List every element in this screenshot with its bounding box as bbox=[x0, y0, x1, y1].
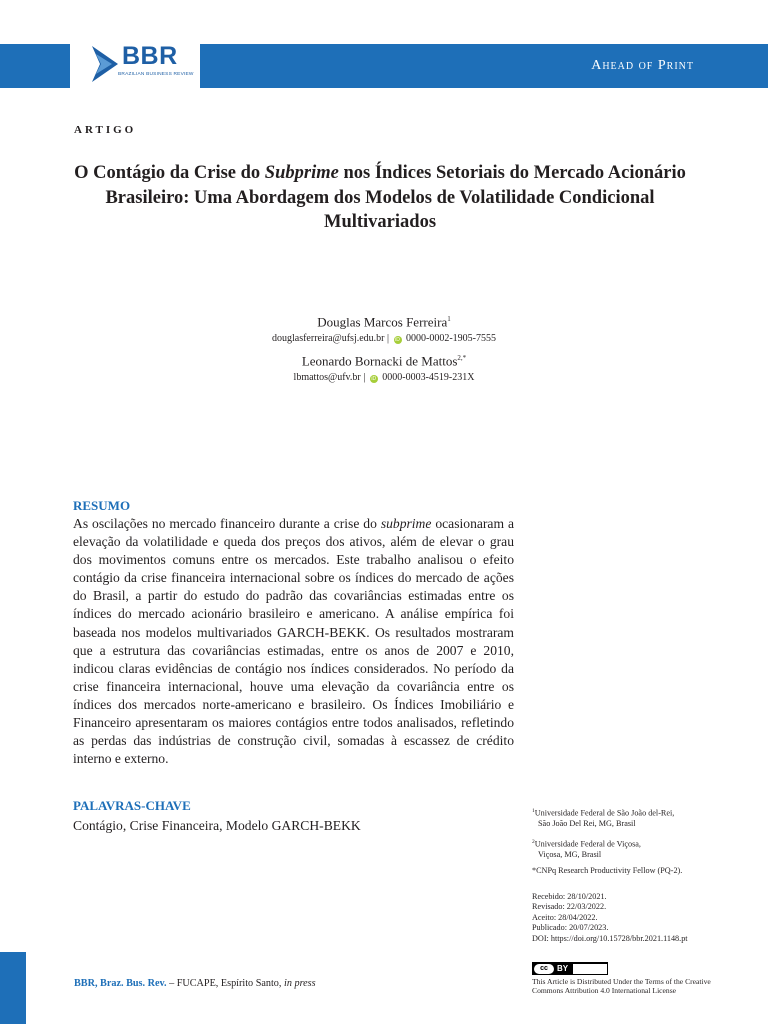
orcid-icon[interactable]: iD bbox=[395, 337, 400, 344]
author-block-2 bbox=[0, 350, 768, 385]
logo-subtitle: BRAZILIAN BUSINESS REVIEW bbox=[118, 72, 194, 77]
footer-journal: BBR, Braz. Bus. Rev. bbox=[74, 978, 167, 989]
author-name: Leonardo Bornacki de Mattos$^{2,*}$ bbox=[301, 353, 467, 369]
footer-citation: BBR, Braz. Bus. Rev. – FUCAPE, Espírito Santo, in press bbox=[74, 978, 316, 989]
abstract-heading: RESUMO bbox=[73, 498, 131, 513]
page-edge-tab bbox=[0, 952, 26, 1024]
affiliation-1: $^1$Universidade Federal de São João del-Rei, São João Del Rei, MG, Brasil bbox=[532, 808, 675, 829]
author-meta: douglasferreira@ufsj.edu.br | iD 0000-0002-1905-7555 bbox=[271, 333, 496, 345]
by-icon: BY bbox=[557, 964, 569, 973]
doi-link[interactable]: DOI: https://doi.org/10.15728/bbr.2021.1148.pt bbox=[532, 933, 688, 943]
article-type: ARTIGO bbox=[74, 124, 137, 136]
keywords-heading: PALAVRAS-CHAVE bbox=[73, 798, 191, 813]
orcid-icon[interactable]: iD bbox=[371, 376, 377, 383]
affiliation-2: $^2$Universidade Federal de Viçosa, Viçosa, MG, Brasil bbox=[532, 839, 641, 860]
author-meta: lbmattos@ufv.br | iD 0000-0003-4519-231X bbox=[293, 372, 475, 384]
author-email[interactable]: douglasferreira@ufsj.edu.br bbox=[271, 333, 385, 345]
publication-dates bbox=[532, 892, 688, 944]
journal-logo[interactable] bbox=[70, 38, 200, 90]
article-title bbox=[60, 161, 700, 235]
ahead-of-print-label: Ahead of Print bbox=[591, 58, 694, 73]
author-email[interactable]: lbmattos@ufv.br bbox=[293, 372, 361, 384]
cc-icon: cc bbox=[534, 964, 554, 974]
author-orcid[interactable]: 0000-0003-4519-231X bbox=[382, 372, 475, 384]
date-accepted: Aceito: 28/04/2022. bbox=[532, 912, 598, 922]
fellow-note: *CNPq Research Productivity Fellow (PQ-2). bbox=[532, 866, 683, 875]
abstract-text: As oscilações no mercado financeiro durante a crise do subprime ocasionaram a elevação da volatilidade e queda dos preços dos ativos, além de elevar o grau dos movimentos comuns entre os mercados. Este trabalho analisou o efeito contágio da crise financeira internacional sobre os índices do mercado de ações do Brasil, a partir do estudo do padrão das covariâncias estimadas entre os índices do mercado acionário brasileiro e americano. A análise empírica foi baseada nos modelos multivariados GARCH-BEKK. Os resultados mostraram que a estrutura das covariâncias estimadas, entre os anos de 2007 e 2010, indicou claras evidências de contágio nos índices considerados. No período da crise financeira internacional, houve uma elevação da covariância entre os índices dos mercados norte-americano e brasileiro. Os Índices Imobiliário e Financeiro apresentaram os maiores contágios entre todos analisados, refletindo as perdas das indústrias de construção civil, somadas à escassez de crédito interno e externo. bbox=[73, 516, 514, 767]
author-orcid[interactable]: 0000-0002-1905-7555 bbox=[406, 333, 496, 345]
logo-text: BBR bbox=[122, 42, 178, 70]
cc-by-badge[interactable] bbox=[532, 962, 608, 975]
title-italic: Subprime bbox=[264, 163, 339, 183]
date-revised: Revisado: 22/03/2022. bbox=[532, 902, 607, 912]
author-block-1 bbox=[0, 311, 768, 346]
title-part-2: nos Índices Setoriais do Mercado Acionário Brasileiro: Uma Abordagem dos Modelos de Volatilidade Condicional Multivariados bbox=[105, 163, 686, 232]
date-published: Publicado: 20/07/2023. bbox=[532, 923, 609, 933]
keywords-text: Contágio, Crise Financeira, Modelo GARCH-BEKK bbox=[73, 818, 361, 833]
title-part-1: O Contágio da Crise do bbox=[74, 163, 265, 183]
license-text: This Article is Distributed Under the Terms of the Creative Commons Attribution 4.0 International License bbox=[532, 977, 711, 995]
author-name: Douglas Marcos Ferreira$^1$ bbox=[317, 314, 451, 330]
date-received: Recebido: 28/10/2021. bbox=[532, 892, 607, 901]
logo-arrow-icon bbox=[90, 44, 120, 84]
